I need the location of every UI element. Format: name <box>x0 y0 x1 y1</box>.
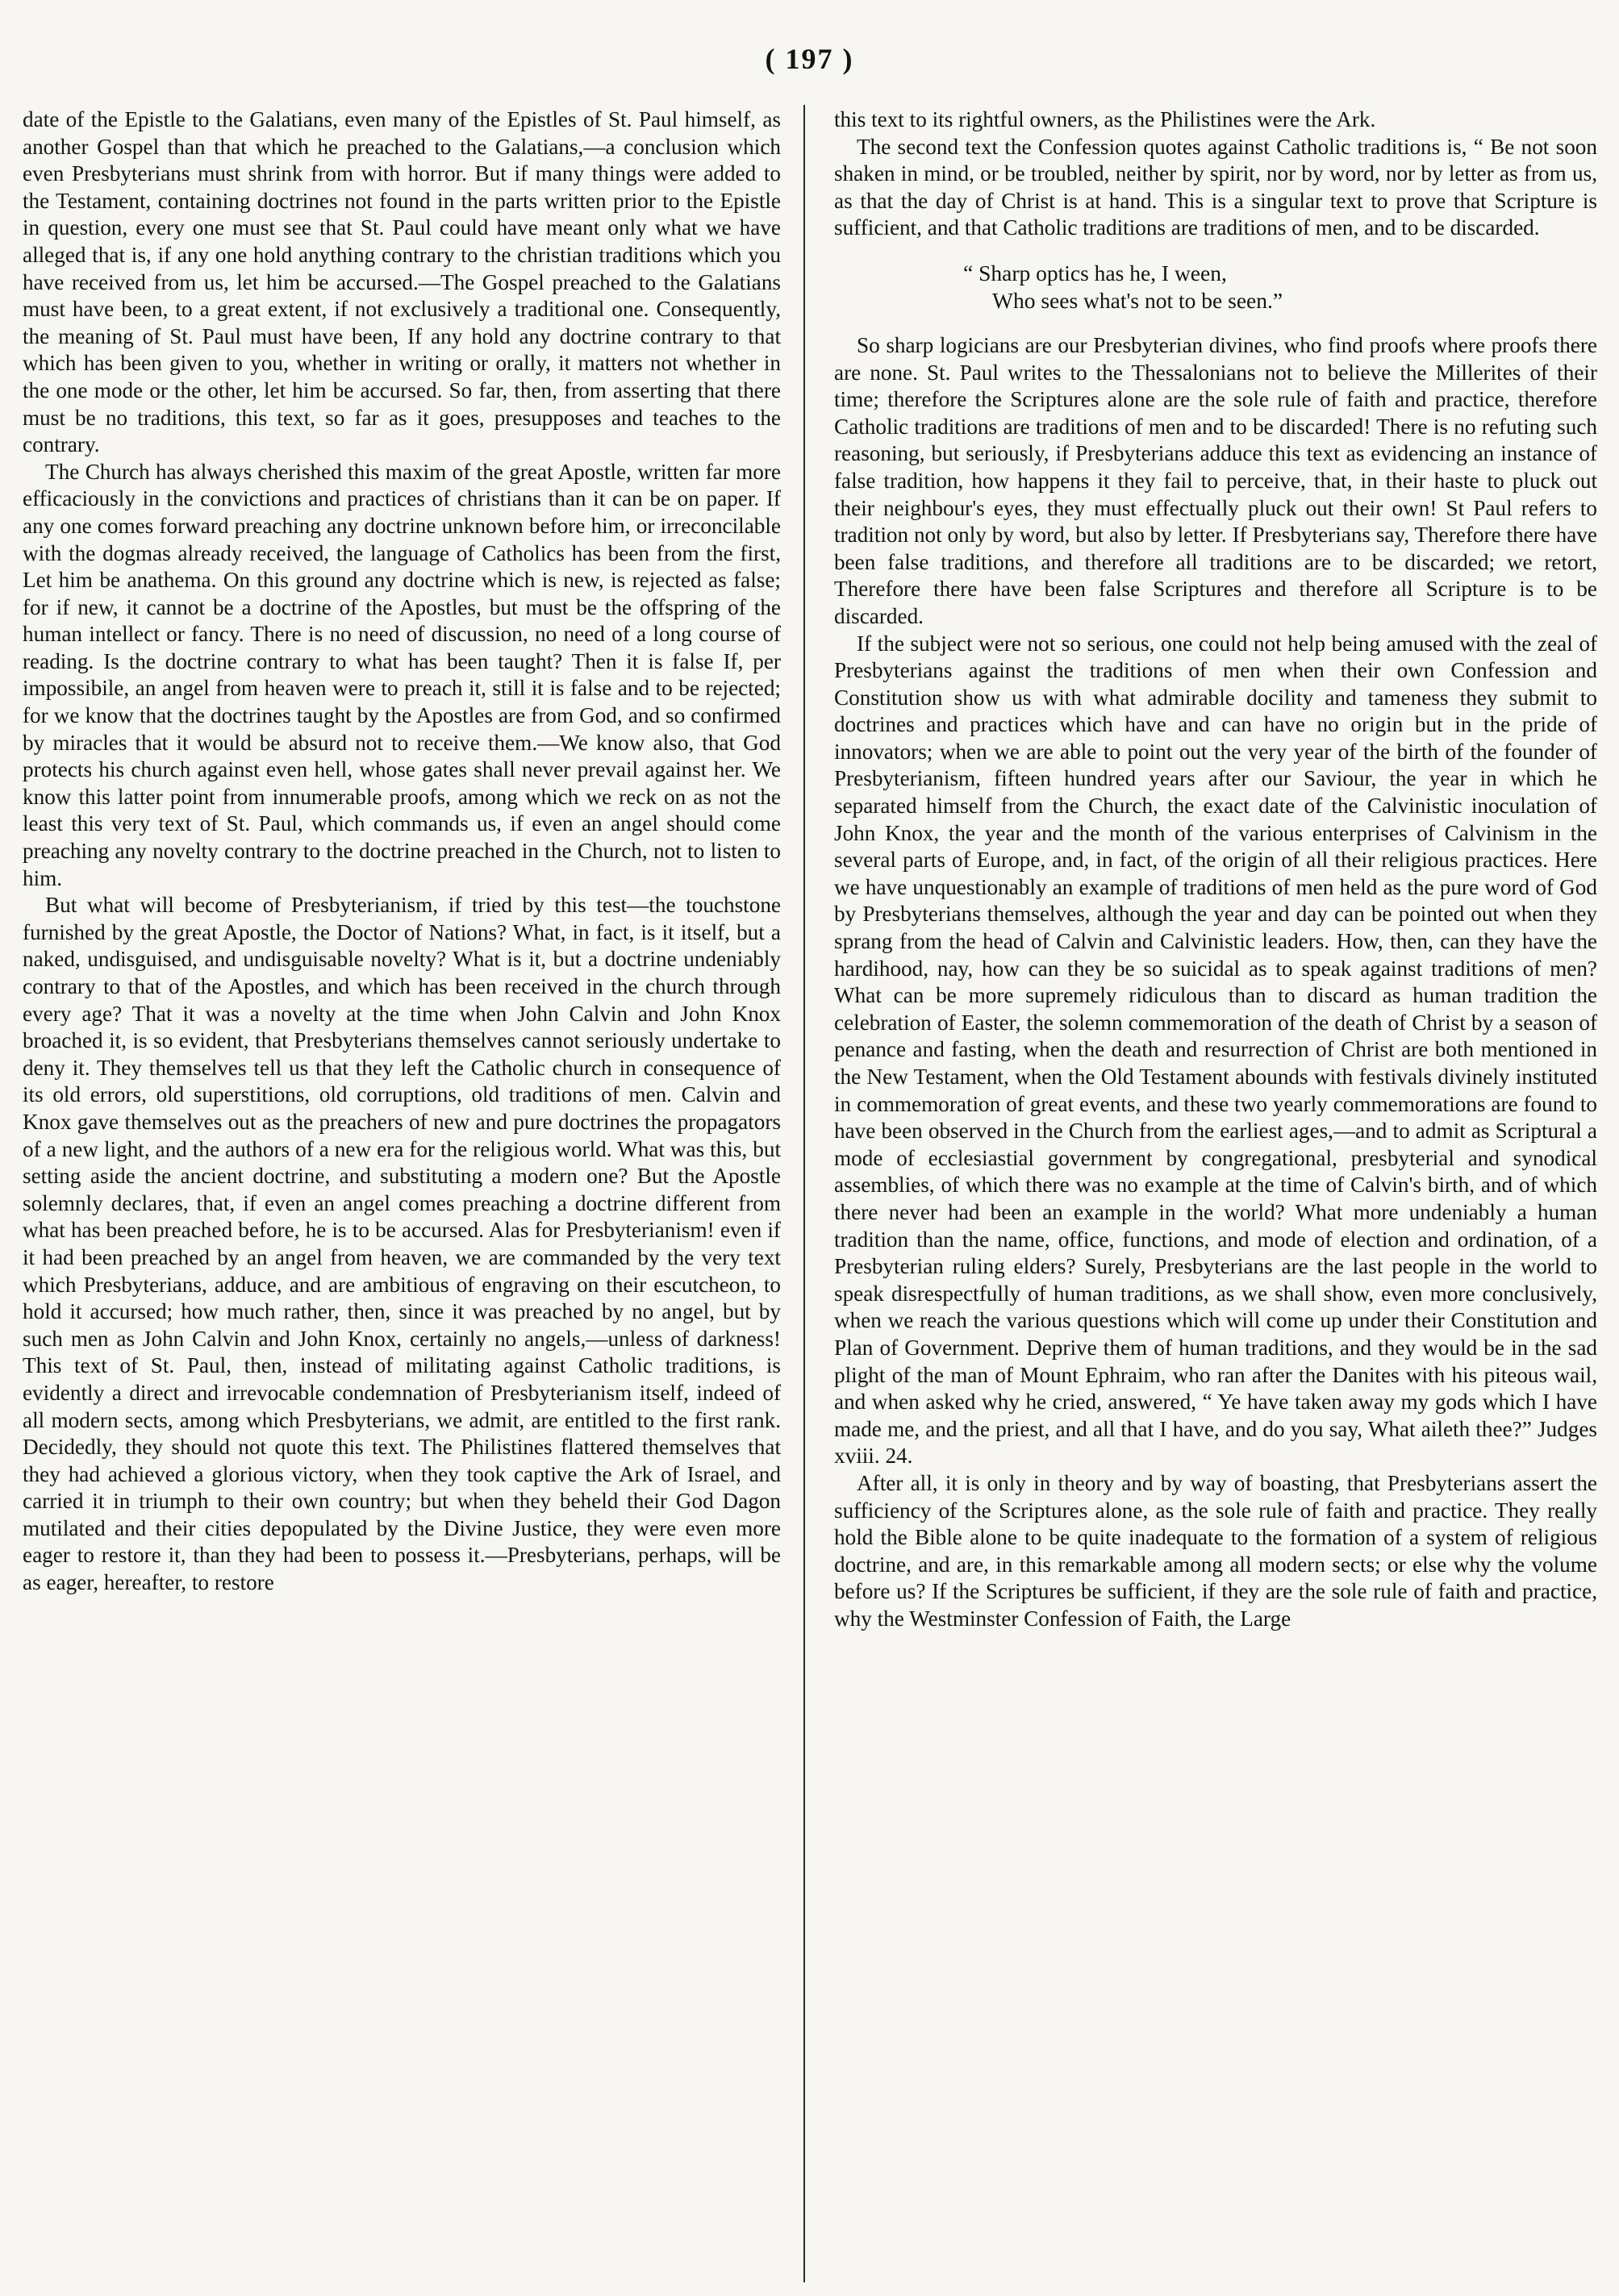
left-paragraph-1: date of the Epistle to the Galatians, even many of the Epistles of St. Paul himself, as another Gospel than that which he preached to the Galatians,—a conclusion which even Presbyterians must shrink from with horror. But if many things were added to the Testament, containing doctrines not found in the parts written prior to the Epistle in question, every one must see that St. Paul could have meant only what we have alleged that is, if any one hold anything contrary to the christian traditions which you have received from us, let him be accursed.—The Gospel preached to the Galatians must have been, to a great extent, if not exclusively a traditional one. Consequently, the meaning of St. Paul must have been, If any hold any doctrine contrary to that which has been given to you, whether in writing or orally, it matters not whether in the one mode or the other, let him be accursed. So far, then, from asserting that there must be no traditions, this text, so far as it goes, presupposes and teaches to the contrary. <box>23 107 781 457</box>
verse-line-1: “ Sharp optics has he, I ween, <box>963 260 1227 285</box>
right-paragraph-2: The second text the Confession quotes against Catholic traditions is, “ Be not soon shaken in mind, or be troubled, neither by spirit, nor by word, nor by letter as from us, as that the day of Christ is at hand. This is a singular text to prove that Scripture is sufficient, and that Catholic traditions are traditions of men, and to be discarded. <box>834 134 1597 240</box>
right-paragraph-4: If the subject were not so serious, one could not help being amused with the zeal of Presbyterians against the traditions of men when their own Confession and Constitution show us with what admirable docility and tameness they submit to doctrines and practices which have and can have no origin but in the pride of innovators; when we are able to point out the very year of the birth of the founder of Presbyterianism, fifteen hundred years after our Saviour, the year in which he separated himself from the Church, the exact date of the Calvinistic inoculation of John Knox, the year and the month of the various enterprises of Calvinism in the several parts of Europe, and, in fact, of the origin of all their religious practices. Here we have unquestionably an example of traditions of men held as the pure word of God by Presbyterians themselves, although the year and day can be pointed out when they sprang from the head of Calvin and Calvinistic leaders. How, then, can they have the hardihood, nay, how can they be so suicidal as to speak against traditions of men? What can be more supremely ridiculous than to discard as human tradition the celebration of Easter, the solemn commemoration of the death of Christ by a season of penance and fasting, when the death and resurrection of Christ are both mentioned in the New Testament, when the Old Testament abounds with festivals divinely instituted in commemoration of great events, and these two yearly commemorations are found to have been observed in the Church from the earliest ages,—and to admit as Scriptural a mode of ecclesiastial government by congregational, presbyterial and synodical assemblies, of which there was no example at the time of Calvin's birth, and of which there never had been an example in the world? What more undeniably a human tradition than the name, office, functions, and mode of election and ordination, of a Presbyterian ruling elders? Surely, Presbyterians are the last people in the world to speak disrespectfully of human traditions, as we shall show, even more conclusively, when we reach the various questions which will come up under their Constitution and Plan of Government. Deprive them of human traditions, and they would be in the sad plight of the man of Mount Ephraim, who ran after the Danites with his piteous wail, and when asked why he cried, answered, “ Ye have taken away my gods which I have made me, and the priest, and all that I have, and do you say, What aileth thee?” Judges xviii. 24. <box>834 631 1597 1469</box>
column-divider <box>803 105 805 2282</box>
left-paragraph-3: But what will become of Presbyterianism, if tried by this test—the touchstone furnished by the great Apostle, the Doctor of Nations? What, in fact, is it itself, but a naked, undisguised, and undisguisable novelty? What is it, but a doctrine undeniably contrary to that of the Apostles, and which has been received in the church through every age? That it was a novelty at the time when John Calvin and John Knox broached it, is so evident, that Presbyterians themselves cannot seriously undertake to deny it. They themselves tell us that they left the Catholic church in consequence of its old errors, old superstitions, old corruptions, old traditions of men. Calvin and Knox gave themselves out as the preachers of new and pure doctrines the propagators of a new light, and the authors of a new era for the religious world. What was this, but setting aside the ancient doctrine, and substituting a modern one? But the Apostle solemnly declares, that, if even an angel comes preaching a doctrine different from what has been preached before, he is to be accursed. Alas for Presbyterianism! even if it had been preached by an angel from heaven, we are commanded by the very text which Presbyterians, adduce, and are ambitious of engraving on their escutcheon, to hold it accursed; how much rather, then, since it was preached by no angel, but by such men as John Calvin and John Knox, certainly no angels,—unless of darkness! This text of St. Paul, then, instead of militating against Catholic traditions, is evidently a direct and irrevocable condemnation of Presbyterianism itself, indeed of all modern sects, among which Presbyterians, we admit, are entitled to the first rank. Decidedly, they should not quote this text. The Philistines flattered themselves that they had achieved a glorious victory, when they took captive the Ark of Israel, and carried it in triumph to their own country; but when they beheld their God Dagon mutilated and their cities depopulated by the Divine Justice, they were even more eager to restore it, than they had been to possess it.—Presbyterians, perhaps, will be as eager, hereafter, to restore <box>23 893 781 1595</box>
right-paragraph-3: So sharp logicians are our Presbyterian divines, who find proofs where proofs there are none. St. Paul writes to the Thessalonians not to believe the Millerites of their time; therefore the Scriptures alone are the sole rule of faith and practice, therefore Catholic traditions are traditions of men and to be discarded! There is no refuting such reasoning, but seriously, if Presbyterians adduce this text as evidencing an instance of false tradition, how happens it they fail to perceive, that, in their haste to pluck out their neighbour's eyes, they must effectually pluck out their own! St Paul refers to tradition not only by word, but also by letter. If Presbyterians say, Therefore there have been false traditions, and therefore all traditions are to be discarded; we retort, Therefore there have been false Scriptures and therefore all Scripture is to be discarded. <box>834 332 1597 628</box>
right-paragraph-5: After all, it is only in theory and by way of boasting, that Presbyterians assert the sufficiency of the Scriptures alone, as the sole rule of faith and practice. They really hold the Bible alone to be quite inadequate to the formation of a system of religious doctrine, and are, in this remarkable among all modern sects; or else why the volume before us? If the Scriptures be sufficient, if they are the sole rule of faith and practice, why the Westminster Confession of Faith, the Large <box>834 1470 1597 1631</box>
page-number: ( 197 ) <box>765 43 854 75</box>
verse-line-2: Who sees what's not to be seen.” <box>992 287 1283 313</box>
left-paragraph-2: The Church has always cherished this maxim of the great Apostle, written far more efficaciously in the convictions and practices of christians than it can be on paper. If any one comes forward preaching any doctrine unknown before him, or irreconcilable with the dogmas already received, the language of Catholics has been from the first, Let him be anathema. On this ground any doctrine which is new, is rejected as false; for if new, it cannot be a doctrine of the Apostles, but must be the offspring of the human intellect or fancy. There is no need of discussion, no need of a long course of reading. Is the doctrine contrary to what has been taught? Then it is false If, per impossibile, an angel from heaven were to preach it, still it is false and to be rejected; for we know that the doctrines taught by the Apostles are from God, and so confirmed by miracles that it would be absurd not to receive them.—We know also, that God protects his church against even hell, whose gates shall never prevail against her. We know this latter point from innumerable proofs, among which we reck on as not the least this very text of St. Paul, which commands us, if even an angel should come preaching any novelty contrary to the doctrine preached in the Church, not to listen to him. <box>23 459 781 890</box>
right-paragraph-1: this text to its rightful owners, as the Philistines were the Ark. <box>834 107 1376 131</box>
verse-quote <box>834 260 1597 315</box>
left-column <box>23 106 781 2276</box>
right-column <box>834 106 1597 2276</box>
